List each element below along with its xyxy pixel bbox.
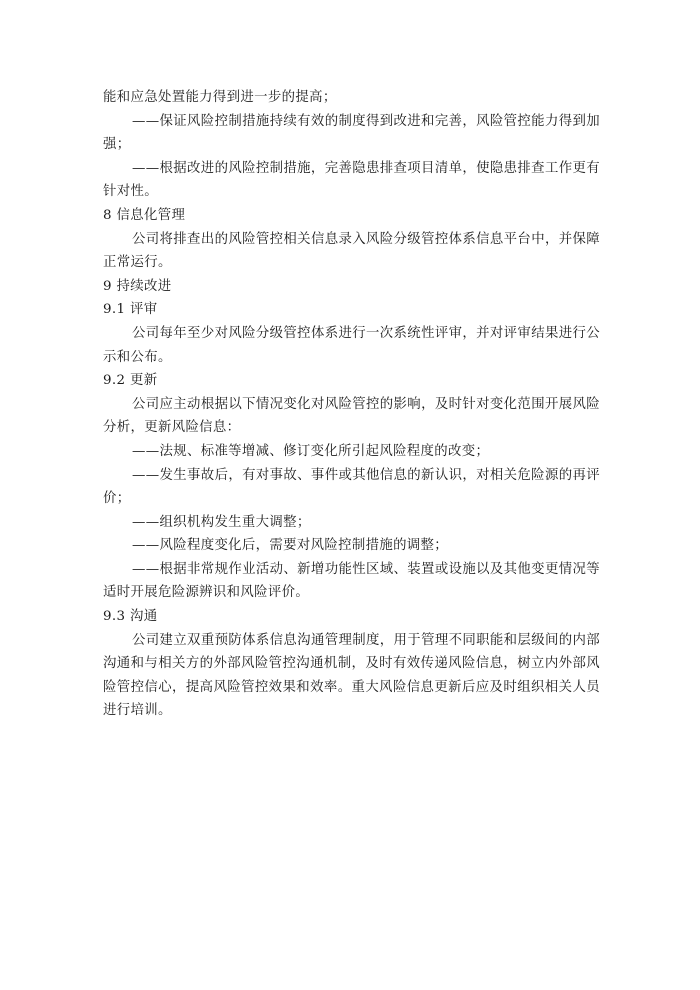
list-item-dash: ——组织机构发生重大调整； [132, 514, 311, 530]
paragraph: 公司应主动根据以下情况变化对风险管控的影响，及时针对变化范围开展风险分析，更新风险信息： [103, 396, 600, 436]
list-item-dash: ——根据非常规作业活动、新增功能性区域、装置或设施以及其他变更情况等适时开展危险源辨识和风险评价。 [103, 561, 600, 601]
list-item-dash: ——根据改进的风险控制措施，完善隐患排查项目清单，使隐患排查工作更有针对性。 [103, 160, 600, 200]
list-item-dash: ——法规、标准等增减、修订变化所引起风险程度的改变； [132, 443, 490, 459]
list-item-dash: ——发生事故后，有对事故、事件或其他信息的新认识，对相关危险源的再评价； [103, 467, 600, 507]
list-item-dash: ——保证风险控制措施持续有效的制度得到改进和完善，风险管控能力得到加强； [103, 113, 600, 153]
section-heading-8: 8 信息化管理 [103, 207, 186, 223]
paragraph: 公司建立双重预防体系信息沟通管理制度，用于管理不同职能和层级间的内部沟通和与相关方的外部风险管控沟通机制，及时有效传递风险信息，树立内外部风险管控信心，提高风险管控效果和效率。重大风险信息更新后应及时组织相关人员进行培训。 [103, 632, 600, 719]
section-heading-9-1: 9.1 评审 [103, 302, 158, 318]
section-heading-9-3: 9.3 沟通 [103, 609, 158, 625]
paragraph: 公司将排查出的风险管控相关信息录入风险分级管控体系信息平台中，并保障正常运行。 [103, 231, 600, 271]
document-body [103, 86, 600, 723]
section-heading-9-2: 9.2 更新 [103, 373, 158, 389]
paragraph: 公司每年至少对风险分级管控体系进行一次系统性评审，并对评审结果进行公示和公布。 [103, 325, 600, 365]
list-item-dash: ——风险程度变化后，需要对风险控制措施的调整； [132, 538, 449, 554]
section-heading-9: 9 持续改进 [103, 278, 172, 294]
paragraph: 能和应急处置能力得到进一步的提高； [103, 90, 337, 105]
